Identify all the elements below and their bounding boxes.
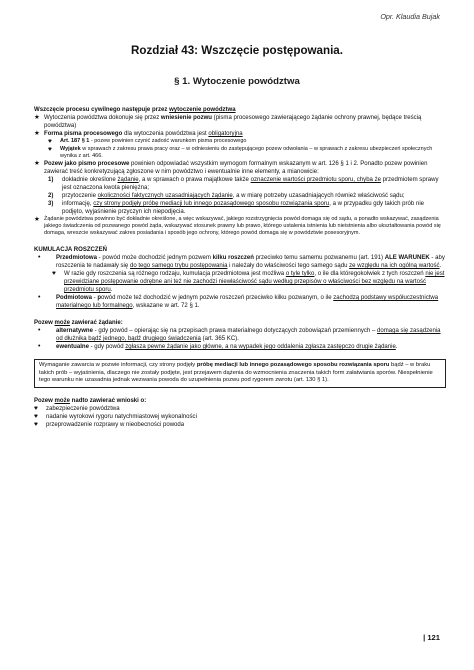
item-bold: ALE WARUNEK <box>384 255 430 261</box>
item-bold: alternatywne <box>56 328 93 334</box>
point-underlined: okoliczności faktycznych uzasadniających żądanie <box>97 193 233 199</box>
point-text: , a w miarę potrzeby uzasadniających również właściwość sądu; <box>232 193 405 199</box>
heart-icon: ♥ <box>52 270 56 277</box>
star-icon: ★ <box>34 216 40 223</box>
heading-text: Pozew <box>34 397 55 404</box>
item-underlined: zgłasza pewne żądanie jako główne, a na wypadek jego oddalenia zgłasza zastępczo drugie żądanie <box>125 344 396 350</box>
item-text: . <box>439 263 442 269</box>
sub-underlined: o tyle tylko <box>285 271 315 277</box>
sub-bold: Art. 187 § 1 <box>60 138 90 144</box>
star-icon: ★ <box>34 160 40 167</box>
author-note: Opr. Klaudia Bujak <box>380 12 440 21</box>
item-text: - powód może dochodzić jednym pozwem <box>97 255 213 261</box>
item-underlined: zachodzą podstawy współuczestnictwa materialnego lub formalnego <box>56 295 439 309</box>
sub-item <box>34 146 446 160</box>
item-text: . <box>395 344 398 350</box>
item-underlined: domaga się zasądzenia od dłużnika bądź jednego, bądź drugiego świadczenia <box>56 328 441 342</box>
point-text: , a w sprawach o prawa majątkowe także <box>138 177 251 183</box>
list-item <box>34 130 446 138</box>
star-icon: ★ <box>34 114 40 121</box>
item-bold: Przedmiotowa <box>56 255 97 261</box>
item-text: - <box>91 295 98 301</box>
heart-icon: ♥ <box>34 420 38 428</box>
item-text: i należały do właściwości tego samego sądu <box>227 263 350 269</box>
list-item <box>34 413 446 421</box>
bullet-icon: • <box>38 327 41 334</box>
sub-text: w sprawach z zakresu prawa pracy oraz – w odniesieniu do zastępującego pozew odwołania – w sprawach z zakresu ubezpieczeń społecznych wynika z art. 466. <box>60 146 433 159</box>
sub-text: , o ile dla któregokolwiek z tych roszczeń <box>314 271 426 277</box>
numbered-point <box>34 176 446 192</box>
kumulacja-heading: KUMULACJA ROSZCZEŃ <box>34 247 108 253</box>
item-underlined: do tego samego trybu postępowania <box>129 263 228 269</box>
sub-text: W razie gdy roszczenia są różnego rodzaju, kumulacja przedmiotowa jest możliwa <box>64 271 286 277</box>
point-underlined: czy strony podjęły próbę mediacji lub innego pozasądowego sposobu rozwiązania sporu <box>93 201 330 207</box>
item-text: powinien odpowiadać wszystkim wymogom formalnym wskazanym w art. 126 § 1 i 2. Ponadto pozew powinien zawierać treść konkretyzującą zgłoszone w nim powództwo i ewentualnie inne elementy, a mianowicie: <box>44 161 428 175</box>
point-text: przedmiotem sprawy jest oznaczona kwota pieniężna; <box>62 177 439 191</box>
heading-underlined: może <box>54 397 70 404</box>
bullet-icon: • <box>38 254 41 261</box>
bullet-icon: • <box>38 294 41 301</box>
item-bold: Pozew jako pismo procesowe <box>44 161 130 167</box>
page-number: | 121 <box>423 633 440 642</box>
item-text: Żądanie powództwa powinno być dokładnie określone, a więc wskazywać, jakiego rozstrzygnięcia powód domaga się od sądu, a ponadto wskazywać, zasądzenia jakiego świadczenia od pozwanego powód żąda, wskazywać stosunek prawny lub prawo, którego ustalenia istnienia lub nieistnienia albo ukształtowania powód się domaga, wreszcie wskazywać zakres posiadania i sposób jego ochrony, którego powód domaga się w powództwie posesoryjnym. <box>44 216 441 236</box>
list-item <box>34 216 446 237</box>
point-text: , a w przypadku gdy takich prób nie podjęto, wyjaśnienie przyczyn ich niepodjęcia. <box>62 201 425 215</box>
item-underlined: obligatoryjna <box>208 131 243 137</box>
item-text: nadanie wyrokowi rygoru natychmiastowej wykonalności <box>46 413 197 420</box>
sub-bold: Wyjątek <box>60 146 81 152</box>
item-text: przeciwko temu samemu pozwanemu (art. 191) <box>253 255 385 261</box>
wnioski-heading <box>34 397 446 405</box>
point-underlined: żądanie <box>117 177 139 183</box>
item-text: , wskazane w art. 72 § 1. <box>132 303 200 309</box>
item-bold: kilku roszczeń <box>212 255 254 261</box>
list-item <box>34 114 446 130</box>
pozew-zadanie-heading <box>34 319 446 327</box>
list-item <box>34 421 446 429</box>
sub-text: - pozew powinien czynić zadość warunkom pisma procesowego <box>89 138 247 144</box>
point-number: 3) <box>48 201 54 207</box>
intro-text: Wszczęcie procesu cywilnego następuje przez <box>34 107 170 113</box>
sub-item <box>34 138 446 146</box>
document-body <box>34 106 446 429</box>
bullet-icon: • <box>38 343 41 350</box>
point-number: 2) <box>48 193 54 199</box>
star-icon: ★ <box>34 130 40 137</box>
sub-text: . <box>110 287 113 293</box>
note-text: Wymaganie zawarcia w pozwie informacji, czy strony podjęły <box>39 362 197 368</box>
list-item <box>34 160 446 176</box>
heart-icon: ♥ <box>34 404 38 412</box>
list-item <box>34 343 446 351</box>
list-item <box>34 294 446 310</box>
sub-underlined: nie jest przewidziane postępowanie odrębne ani też nie zachodzi niewłaściwość sądu według przepisów o właściwości bez względu na wartość przedmiotu sporu <box>64 271 445 293</box>
item-text: owód może też dochodzić w jednym pozwie roszczeń przeciwko kilku pozwanym, o ile <box>101 295 334 301</box>
item-bold: ewentualne <box>56 344 89 350</box>
item-bold: p <box>97 295 102 301</box>
point-text: informację, <box>62 201 94 207</box>
heart-icon: ♥ <box>48 146 52 153</box>
item-bold: wniesienie pozwu <box>160 115 212 121</box>
chapter-title: Rozdział 43: Wszczęcie postępowania. <box>131 44 343 57</box>
item-text: zabezpieczenie powództwa <box>46 405 120 412</box>
item-text: Wytoczenia powództwa dokonuje się przez <box>44 115 161 121</box>
heading-text: Pozew <box>34 320 55 326</box>
item-underlined: ze względu na ich ogólną wartość <box>349 263 440 269</box>
heading-text: zawierać żądanie: <box>69 320 123 326</box>
item-bold: Forma pisma procesowego <box>44 131 123 137</box>
list-item <box>34 254 446 270</box>
note-bold: próbę mediacji lub innego pozasądowego sposobu rozwiązania sporu <box>196 362 390 368</box>
section-title: § 1. Wytoczenie powództwa <box>174 76 300 87</box>
item-text: (art. 365 KC). <box>200 336 239 342</box>
list-item <box>34 327 446 343</box>
point-underlined: oznaczenie wartości przedmiotu sporu, chyba że <box>250 177 381 183</box>
item-text: - gdy powód <box>88 344 126 350</box>
point-text: przytoczenie <box>62 193 98 199</box>
item-text: dla wytoczenia powództwa jest <box>122 131 209 137</box>
heading-underlined: może <box>54 320 70 326</box>
heading-text: nadto zawierać wnioski o: <box>69 397 147 404</box>
item-bold: Podmiotowa <box>56 295 92 301</box>
note-box <box>34 359 446 388</box>
intro-underlined: wytoczenie powództwa <box>169 107 236 113</box>
sub-item <box>34 270 446 294</box>
note-text: bądź – w braku takich prób – wyjaśnienia, dlaczego nie zostały podjęte, jest przejawem dążenia do wzmocnienia znaczenia takich form załatwiania sporów. Niespełnienie tego warunku nie uzasadnia jednak wezwania powoda do uzupełnienia pozwu pod rygorem zwrotu (art. 130 § 1). <box>39 362 433 384</box>
item-text: - gdy powód – opierając się na przepisach prawa materialnego dotyczących zobowiązań przemiennych – <box>92 328 377 334</box>
point-number: 1) <box>48 177 54 183</box>
item-text: przeprowadzenie rozprawy w nieobecności powoda <box>46 421 185 428</box>
intro-line <box>34 106 446 114</box>
numbered-point <box>34 200 446 216</box>
heart-icon: ♥ <box>48 138 52 145</box>
numbered-point <box>34 192 446 200</box>
item-text: (pisma procesowego zawierającego żądanie ochrony prawnej, będące treścią powództwa) <box>44 115 422 129</box>
heart-icon: ♥ <box>34 412 38 420</box>
list-item <box>34 405 446 413</box>
item-text: - aby roszczenia te nadawały się <box>56 255 445 269</box>
point-text: dokładnie określone <box>62 177 118 183</box>
